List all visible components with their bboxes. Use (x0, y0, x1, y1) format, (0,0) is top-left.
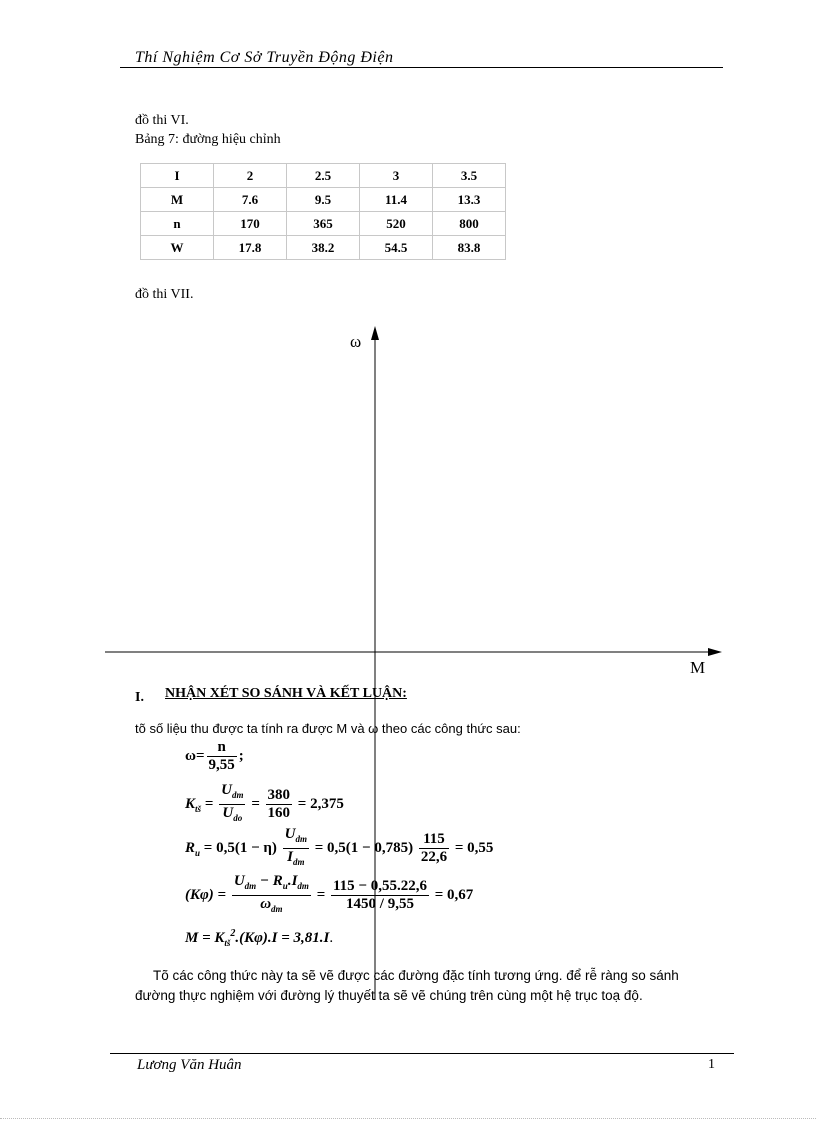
formula-ru-num-sub: dm (295, 834, 307, 844)
formula-ru-lhs: R (185, 839, 196, 856)
footer-rule (110, 1053, 734, 1054)
formula-ru-frac2-num: 115 (419, 831, 449, 849)
formula-kphi-frac2-num: 115 − 0,55.22,6 (332, 878, 427, 894)
formula-ru-lhs-sub: u (195, 847, 201, 858)
formula-m-rest: .(Kφ).I = 3,81.I (235, 930, 330, 946)
formula-k-frac2-den: 160 (267, 805, 291, 821)
formula-kphi: (Kφ) = $\frac{U_{dm} - R_u.I_{dm}}{\omega_{dm}}$ = $\frac{115 - 0,55.22,6}{1450 / 9,55}$ = 0,67 (185, 873, 474, 914)
table-cell: n (141, 212, 214, 236)
formula-m (185, 928, 333, 948)
formula-k-den: U (222, 805, 234, 821)
table-cell: 520 (360, 212, 433, 236)
formula-kphi-lhs: (Kφ) = (185, 886, 227, 903)
section-number: I. (135, 690, 144, 705)
formula-ru (185, 826, 493, 871)
formula-ru-mid2: = 0,5(1 − 0,785) (314, 839, 414, 856)
table-cell: 38.2 (287, 236, 360, 260)
table-cell: 7.6 (214, 188, 287, 212)
table-cell: 2 (214, 164, 287, 188)
y-axis-label: ω (350, 332, 362, 351)
footer-page-number: 1 (708, 1057, 715, 1072)
table-cell: 83.8 (433, 236, 506, 260)
table-caption: Bảng 7: đường hiệu chỉnh (135, 132, 281, 147)
formula-k-num: U (221, 782, 232, 798)
formula-ru-num: U (284, 826, 296, 842)
formula-ru-mid: = 0,5(1 − η) (203, 839, 277, 856)
formula-k-num-sub: dm (231, 790, 244, 800)
formula-omega-num: n (207, 739, 237, 757)
closing-paragraph: Tõ các công thức này ta sẽ vẽ được các đường đặc tính tương ứng. để rễ ràng so sánh đường thực nghiệm với đường lý thuyết ta sẽ vẽ chúng trên cùng một hệ trục toạ độ. (135, 968, 679, 1003)
formula-ru-result: = 0,55 (454, 839, 494, 856)
paragraph-graph-vii: đồ thi VII. (135, 287, 194, 302)
formula-kphi-den-sub: dm (271, 904, 283, 914)
formula-k-eq: = (204, 795, 214, 812)
table-cell: 54.5 (360, 236, 433, 260)
x-axis-label: M (690, 658, 706, 677)
formula-kphi-den: ω (260, 896, 272, 912)
formula-k-result: = 2,375 (297, 795, 344, 812)
formula-kphi-num-rest: − R (256, 873, 283, 889)
formula-kphi-frac2-den-b: 9,55 (387, 896, 414, 912)
table-cell: 9.5 (287, 188, 360, 212)
table-cell: I (141, 164, 214, 188)
formula-ru-frac2-den: 22,6 (420, 849, 448, 865)
formula-ru-den: I (287, 849, 293, 865)
formula-k-frac2-num: 380 (267, 787, 291, 803)
table-cell: M (141, 188, 214, 212)
page-header-title: Thí Nghiệm Cơ Sở Truyền Động Điện (135, 49, 394, 66)
table-cell: W (141, 236, 214, 260)
formula-m-lhs: M = K (185, 930, 225, 946)
formula-m-lhs-sup: 2 (230, 928, 236, 939)
formula-kphi-num: U (233, 873, 245, 889)
table-cell: 3.5 (433, 164, 506, 188)
formula-k-lhs-sub: tš (195, 803, 202, 814)
formula-kphi-frac2-den-a: 1450 (346, 896, 377, 912)
formula-kphi-num-tail-sub: dm (297, 881, 309, 891)
formula-m-tail: . (329, 930, 334, 946)
formula-kphi-num-sub: dm (244, 881, 257, 891)
formula-omega-lhs: ω= (185, 747, 205, 764)
section-title: NHẬN XÉT SO SÁNH VÀ KẾT LUẬN: (165, 686, 407, 701)
page-bottom-border (0, 1118, 816, 1119)
formula-omega-tail: ; (238, 747, 244, 764)
formula-kphi-num-rest-sub: u (282, 881, 288, 891)
table-cell: 17.8 (214, 236, 287, 260)
y-axis-arrow (371, 326, 379, 340)
intro-text: tõ số liệu thu được ta tính ra được M và ω theo các công thức sau: (135, 721, 521, 736)
table-cell: 365 (287, 212, 360, 236)
formula-m-lhs-sub: tš (224, 938, 231, 948)
footer-author: Lương Văn Huân (137, 1057, 242, 1073)
formula-omega (185, 739, 244, 774)
formula-k: $K_{tš}$ = $\frac{U_{dm}}{U_{do}}$ = $\frac{380}{160}$ = 2,375 (185, 782, 344, 823)
formula-k-den-sub: do (233, 813, 243, 823)
table-cell: 11.4 (360, 188, 433, 212)
table-cell: 2.5 (287, 164, 360, 188)
formula-kphi-result: = 0,67 (434, 886, 474, 903)
table-cell: 170 (214, 212, 287, 236)
table-cell: 3 (360, 164, 433, 188)
formula-k-lhs: K (185, 795, 196, 812)
formula-omega-den: 9,55 (208, 757, 235, 773)
paragraph-graph-vi: đồ thi VI. (135, 113, 189, 128)
x-axis-arrow (708, 648, 722, 656)
table-cell: 13.3 (433, 188, 506, 212)
table-cell: 800 (433, 212, 506, 236)
formula-ru-den-sub: dm (292, 857, 305, 867)
formula-kphi-num-tail: .I (287, 873, 298, 889)
